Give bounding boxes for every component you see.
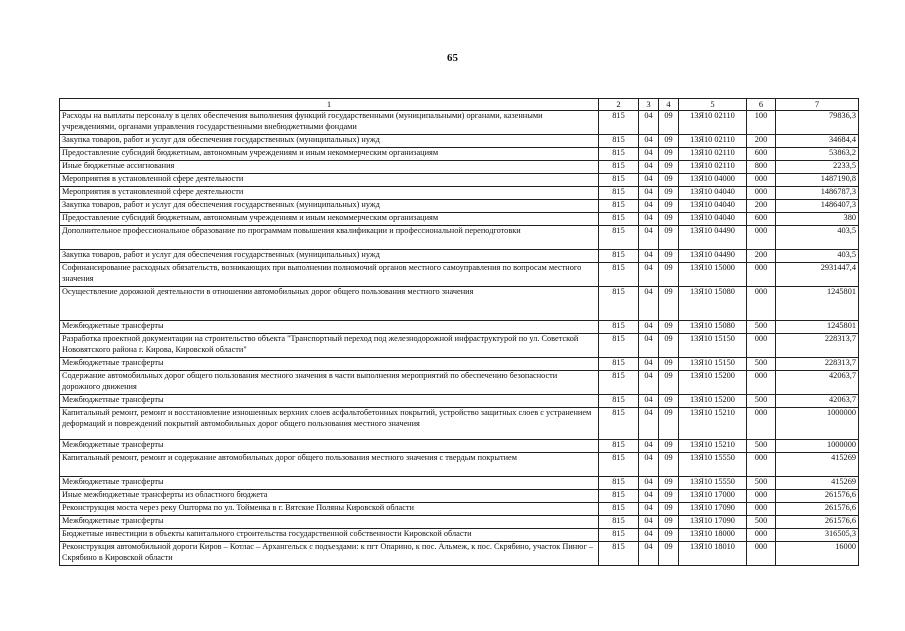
table-row bbox=[60, 358, 859, 371]
table-row bbox=[60, 542, 859, 566]
cell-admin-code: 815 bbox=[599, 135, 639, 148]
row-name: Межбюджетные трансферты bbox=[60, 395, 599, 408]
cell-amount: 228313,7 bbox=[776, 334, 859, 358]
cell-expense-type: 500 bbox=[747, 395, 776, 408]
cell-admin-code: 815 bbox=[599, 148, 639, 161]
cell-target-article: 13Я10 15080 bbox=[679, 287, 747, 321]
cell-section: 04 bbox=[639, 371, 659, 395]
cell-admin-code: 815 bbox=[599, 200, 639, 213]
cell-target-article: 13Я10 17090 bbox=[679, 516, 747, 529]
cell-target-article: 13Я10 15150 bbox=[679, 334, 747, 358]
row-name: Иные бюджетные ассигнования bbox=[60, 161, 599, 174]
row-name: Закупка товаров, работ и услуг для обеспечения государственных (муниципальных) нужд bbox=[60, 250, 599, 263]
table-row bbox=[60, 490, 859, 503]
cell-target-article: 13Я10 04040 bbox=[679, 213, 747, 226]
table-row bbox=[60, 503, 859, 516]
table-row bbox=[60, 200, 859, 213]
row-name: Иные межбюджетные трансферты из областного бюджета bbox=[60, 490, 599, 503]
cell-admin-code: 815 bbox=[599, 161, 639, 174]
cell-target-article: 13Я10 17000 bbox=[679, 490, 747, 503]
cell-section: 04 bbox=[639, 542, 659, 566]
row-name: Осуществление дорожной деятельности в отношении автомобильных дорог общего пользования местного значения bbox=[60, 287, 599, 321]
cell-admin-code: 815 bbox=[599, 408, 639, 440]
cell-amount: 34684,4 bbox=[776, 135, 859, 148]
cell-subsection: 09 bbox=[659, 187, 679, 200]
cell-expense-type: 200 bbox=[747, 200, 776, 213]
cell-amount: 261576,6 bbox=[776, 490, 859, 503]
cell-admin-code: 815 bbox=[599, 287, 639, 321]
cell-section: 04 bbox=[639, 200, 659, 213]
row-name: Межбюджетные трансферты bbox=[60, 477, 599, 490]
cell-section: 04 bbox=[639, 453, 659, 477]
cell-admin-code: 815 bbox=[599, 516, 639, 529]
cell-section: 04 bbox=[639, 148, 659, 161]
column-header: 4 bbox=[659, 99, 679, 111]
row-name: Предоставление субсидий бюджетным, автономным учреждениям и иным некоммерческим организациям bbox=[60, 213, 599, 226]
cell-target-article: 13Я10 15000 bbox=[679, 263, 747, 287]
cell-admin-code: 815 bbox=[599, 250, 639, 263]
row-name: Реконструкция автомобильной дороги Киров – Котлас – Архангельск с подъездами: к пгт Опарино, к пос. Альмеж, к пос. Скрябино, участок Пинюг – Скрябино в Кировской области bbox=[60, 542, 599, 566]
cell-section: 04 bbox=[639, 287, 659, 321]
cell-expense-type: 000 bbox=[747, 542, 776, 566]
cell-amount: 403,5 bbox=[776, 250, 859, 263]
cell-section: 04 bbox=[639, 334, 659, 358]
table-row bbox=[60, 321, 859, 334]
cell-section: 04 bbox=[639, 321, 659, 334]
row-name: Капитальный ремонт, ремонт и восстановление изношенных верхних слоев асфальтобетонных покрытий, устройство защитных слоев с устранением деформаций и повреждений покрытий автомобильных дорог общего пользования местного значения bbox=[60, 408, 599, 440]
cell-expense-type: 000 bbox=[747, 226, 776, 250]
table-row bbox=[60, 440, 859, 453]
cell-target-article: 13Я10 15210 bbox=[679, 408, 747, 440]
table-row bbox=[60, 111, 859, 135]
cell-subsection: 09 bbox=[659, 440, 679, 453]
cell-section: 04 bbox=[639, 395, 659, 408]
cell-section: 04 bbox=[639, 477, 659, 490]
cell-subsection: 09 bbox=[659, 161, 679, 174]
cell-amount: 261576,6 bbox=[776, 516, 859, 529]
column-header: 3 bbox=[639, 99, 659, 111]
cell-target-article: 13Я10 15550 bbox=[679, 453, 747, 477]
cell-subsection: 09 bbox=[659, 371, 679, 395]
table-row bbox=[60, 287, 859, 321]
cell-admin-code: 815 bbox=[599, 263, 639, 287]
cell-amount: 42063,7 bbox=[776, 395, 859, 408]
row-name: Разработка проектной документации на строительство объекта "Транспортный переход под железнодорожной инфраструктурой по ул. Советской Нововятского района г. Кирова, Кировской области" bbox=[60, 334, 599, 358]
cell-admin-code: 815 bbox=[599, 174, 639, 187]
cell-section: 04 bbox=[639, 226, 659, 250]
cell-admin-code: 815 bbox=[599, 395, 639, 408]
cell-subsection: 09 bbox=[659, 174, 679, 187]
cell-amount: 415269 bbox=[776, 477, 859, 490]
cell-subsection: 09 bbox=[659, 542, 679, 566]
cell-expense-type: 000 bbox=[747, 503, 776, 516]
header-row bbox=[60, 99, 859, 111]
cell-expense-type: 000 bbox=[747, 187, 776, 200]
cell-section: 04 bbox=[639, 408, 659, 440]
row-name: Бюджетные инвестиции в объекты капитального строительства государственной собственности Кировской области bbox=[60, 529, 599, 542]
cell-admin-code: 815 bbox=[599, 358, 639, 371]
cell-admin-code: 815 bbox=[599, 321, 639, 334]
row-name: Содержание автомобильных дорог общего пользования местного значения в части выполнения мероприятий по обеспечению безопасности дорожного движения bbox=[60, 371, 599, 395]
cell-target-article: 13Я10 02110 bbox=[679, 135, 747, 148]
row-name: Расходы на выплаты персоналу в целях обеспечения выполнения функций государственными (муниципальными) органами, казенными учреждениями, органами управления государственными внебюджетными фондами bbox=[60, 111, 599, 135]
cell-expense-type: 000 bbox=[747, 287, 776, 321]
row-name: Мероприятия в установленной сфере деятельности bbox=[60, 187, 599, 200]
cell-expense-type: 000 bbox=[747, 490, 776, 503]
cell-subsection: 09 bbox=[659, 287, 679, 321]
cell-subsection: 09 bbox=[659, 529, 679, 542]
cell-expense-type: 500 bbox=[747, 358, 776, 371]
cell-expense-type: 800 bbox=[747, 161, 776, 174]
row-name: Закупка товаров, работ и услуг для обеспечения государственных (муниципальных) нужд bbox=[60, 200, 599, 213]
cell-section: 04 bbox=[639, 490, 659, 503]
cell-target-article: 13Я10 04000 bbox=[679, 174, 747, 187]
cell-section: 04 bbox=[639, 111, 659, 135]
cell-section: 04 bbox=[639, 529, 659, 542]
cell-admin-code: 815 bbox=[599, 187, 639, 200]
cell-subsection: 09 bbox=[659, 226, 679, 250]
cell-expense-type: 600 bbox=[747, 213, 776, 226]
cell-admin-code: 815 bbox=[599, 440, 639, 453]
cell-expense-type: 000 bbox=[747, 334, 776, 358]
cell-amount: 1486407,3 bbox=[776, 200, 859, 213]
cell-expense-type: 000 bbox=[747, 371, 776, 395]
cell-target-article: 13Я10 02110 bbox=[679, 111, 747, 135]
cell-admin-code: 815 bbox=[599, 453, 639, 477]
cell-expense-type: 500 bbox=[747, 477, 776, 490]
cell-target-article: 13Я10 02110 bbox=[679, 148, 747, 161]
cell-section: 04 bbox=[639, 358, 659, 371]
column-header: 5 bbox=[679, 99, 747, 111]
cell-section: 04 bbox=[639, 213, 659, 226]
cell-target-article: 13Я10 15200 bbox=[679, 395, 747, 408]
cell-target-article: 13Я10 18000 bbox=[679, 529, 747, 542]
table-row bbox=[60, 148, 859, 161]
table-row bbox=[60, 371, 859, 395]
cell-subsection: 09 bbox=[659, 395, 679, 408]
table-row bbox=[60, 453, 859, 477]
cell-section: 04 bbox=[639, 135, 659, 148]
cell-amount: 1000000 bbox=[776, 408, 859, 440]
cell-amount: 42063,7 bbox=[776, 371, 859, 395]
column-header: 2 bbox=[599, 99, 639, 111]
cell-admin-code: 815 bbox=[599, 490, 639, 503]
cell-amount: 316505,3 bbox=[776, 529, 859, 542]
cell-target-article: 13Я10 02110 bbox=[679, 161, 747, 174]
budget-table bbox=[59, 98, 859, 566]
table-row bbox=[60, 250, 859, 263]
cell-admin-code: 815 bbox=[599, 111, 639, 135]
table-row bbox=[60, 135, 859, 148]
cell-subsection: 09 bbox=[659, 213, 679, 226]
cell-target-article: 13Я10 15200 bbox=[679, 371, 747, 395]
cell-subsection: 09 bbox=[659, 334, 679, 358]
table-row bbox=[60, 213, 859, 226]
cell-amount: 1245801 bbox=[776, 287, 859, 321]
cell-section: 04 bbox=[639, 503, 659, 516]
cell-target-article: 13Я10 15080 bbox=[679, 321, 747, 334]
cell-expense-type: 100 bbox=[747, 111, 776, 135]
cell-admin-code: 815 bbox=[599, 529, 639, 542]
page-number: 65 bbox=[447, 52, 458, 64]
row-name: Межбюджетные трансферты bbox=[60, 321, 599, 334]
cell-amount: 228313,7 bbox=[776, 358, 859, 371]
row-name: Предоставление субсидий бюджетным, автономным учреждениям и иным некоммерческим организациям bbox=[60, 148, 599, 161]
row-name: Реконструкция моста через реку Ошторма по ул. Тойменка в г. Вятские Поляны Кировской области bbox=[60, 503, 599, 516]
table-row bbox=[60, 529, 859, 542]
cell-subsection: 09 bbox=[659, 408, 679, 440]
cell-amount: 2233,5 bbox=[776, 161, 859, 174]
cell-amount: 1000000 bbox=[776, 440, 859, 453]
cell-subsection: 09 bbox=[659, 135, 679, 148]
cell-target-article: 13Я10 15550 bbox=[679, 477, 747, 490]
cell-subsection: 09 bbox=[659, 503, 679, 516]
cell-expense-type: 500 bbox=[747, 321, 776, 334]
cell-amount: 16000 bbox=[776, 542, 859, 566]
cell-section: 04 bbox=[639, 440, 659, 453]
table-row bbox=[60, 395, 859, 408]
cell-subsection: 09 bbox=[659, 321, 679, 334]
cell-expense-type: 200 bbox=[747, 135, 776, 148]
cell-subsection: 09 bbox=[659, 148, 679, 161]
cell-amount: 261576,6 bbox=[776, 503, 859, 516]
cell-target-article: 13Я10 04040 bbox=[679, 200, 747, 213]
table-row bbox=[60, 161, 859, 174]
cell-expense-type: 000 bbox=[747, 408, 776, 440]
table-row bbox=[60, 226, 859, 250]
cell-subsection: 09 bbox=[659, 490, 679, 503]
cell-subsection: 09 bbox=[659, 111, 679, 135]
cell-subsection: 09 bbox=[659, 453, 679, 477]
column-header: 6 bbox=[747, 99, 776, 111]
cell-admin-code: 815 bbox=[599, 226, 639, 250]
cell-admin-code: 815 bbox=[599, 334, 639, 358]
cell-admin-code: 815 bbox=[599, 213, 639, 226]
cell-target-article: 13Я10 04490 bbox=[679, 226, 747, 250]
cell-admin-code: 815 bbox=[599, 477, 639, 490]
row-name: Межбюджетные трансферты bbox=[60, 516, 599, 529]
cell-section: 04 bbox=[639, 263, 659, 287]
table-row bbox=[60, 408, 859, 440]
cell-amount: 403,5 bbox=[776, 226, 859, 250]
table-row bbox=[60, 516, 859, 529]
column-header: 7 bbox=[776, 99, 859, 111]
column-header: 1 bbox=[60, 99, 599, 111]
cell-section: 04 bbox=[639, 187, 659, 200]
cell-section: 04 bbox=[639, 516, 659, 529]
cell-expense-type: 000 bbox=[747, 453, 776, 477]
table-row bbox=[60, 187, 859, 200]
cell-target-article: 13Я10 18010 bbox=[679, 542, 747, 566]
row-name: Мероприятия в установленной сфере деятельности bbox=[60, 174, 599, 187]
cell-section: 04 bbox=[639, 174, 659, 187]
cell-subsection: 09 bbox=[659, 358, 679, 371]
cell-admin-code: 815 bbox=[599, 503, 639, 516]
cell-amount: 79836,3 bbox=[776, 111, 859, 135]
cell-target-article: 13Я10 15210 bbox=[679, 440, 747, 453]
cell-amount: 1486787,3 bbox=[776, 187, 859, 200]
cell-amount: 53863,2 bbox=[776, 148, 859, 161]
cell-amount: 2931447,4 bbox=[776, 263, 859, 287]
cell-expense-type: 000 bbox=[747, 263, 776, 287]
cell-amount: 1487190,8 bbox=[776, 174, 859, 187]
cell-section: 04 bbox=[639, 250, 659, 263]
row-name: Закупка товаров, работ и услуг для обеспечения государственных (муниципальных) нужд bbox=[60, 135, 599, 148]
cell-target-article: 13Я10 04490 bbox=[679, 250, 747, 263]
cell-expense-type: 000 bbox=[747, 529, 776, 542]
cell-amount: 380 bbox=[776, 213, 859, 226]
row-name: Межбюджетные трансферты bbox=[60, 358, 599, 371]
cell-subsection: 09 bbox=[659, 200, 679, 213]
cell-admin-code: 815 bbox=[599, 542, 639, 566]
row-name: Капитальный ремонт, ремонт и содержание автомобильных дорог общего пользования местного значения с твердым покрытием bbox=[60, 453, 599, 477]
cell-subsection: 09 bbox=[659, 250, 679, 263]
cell-expense-type: 500 bbox=[747, 440, 776, 453]
cell-subsection: 09 bbox=[659, 263, 679, 287]
table-row bbox=[60, 263, 859, 287]
row-name: Дополнительное профессиональное образование по программам повышения квалификации и профессиональной переподготовки bbox=[60, 226, 599, 250]
row-name: Софинансирование расходных обязательств, возникающих при выполнении полномочий органов местного самоуправления по вопросам местного значения bbox=[60, 263, 599, 287]
cell-expense-type: 600 bbox=[747, 148, 776, 161]
cell-target-article: 13Я10 04040 bbox=[679, 187, 747, 200]
cell-admin-code: 815 bbox=[599, 371, 639, 395]
cell-subsection: 09 bbox=[659, 516, 679, 529]
cell-amount: 1245801 bbox=[776, 321, 859, 334]
cell-expense-type: 500 bbox=[747, 516, 776, 529]
cell-target-article: 13Я10 15150 bbox=[679, 358, 747, 371]
cell-amount: 415269 bbox=[776, 453, 859, 477]
table-row bbox=[60, 477, 859, 490]
cell-subsection: 09 bbox=[659, 477, 679, 490]
row-name: Межбюджетные трансферты bbox=[60, 440, 599, 453]
cell-expense-type: 200 bbox=[747, 250, 776, 263]
cell-expense-type: 000 bbox=[747, 174, 776, 187]
table-row bbox=[60, 334, 859, 358]
cell-target-article: 13Я10 17090 bbox=[679, 503, 747, 516]
cell-section: 04 bbox=[639, 161, 659, 174]
table-row bbox=[60, 174, 859, 187]
